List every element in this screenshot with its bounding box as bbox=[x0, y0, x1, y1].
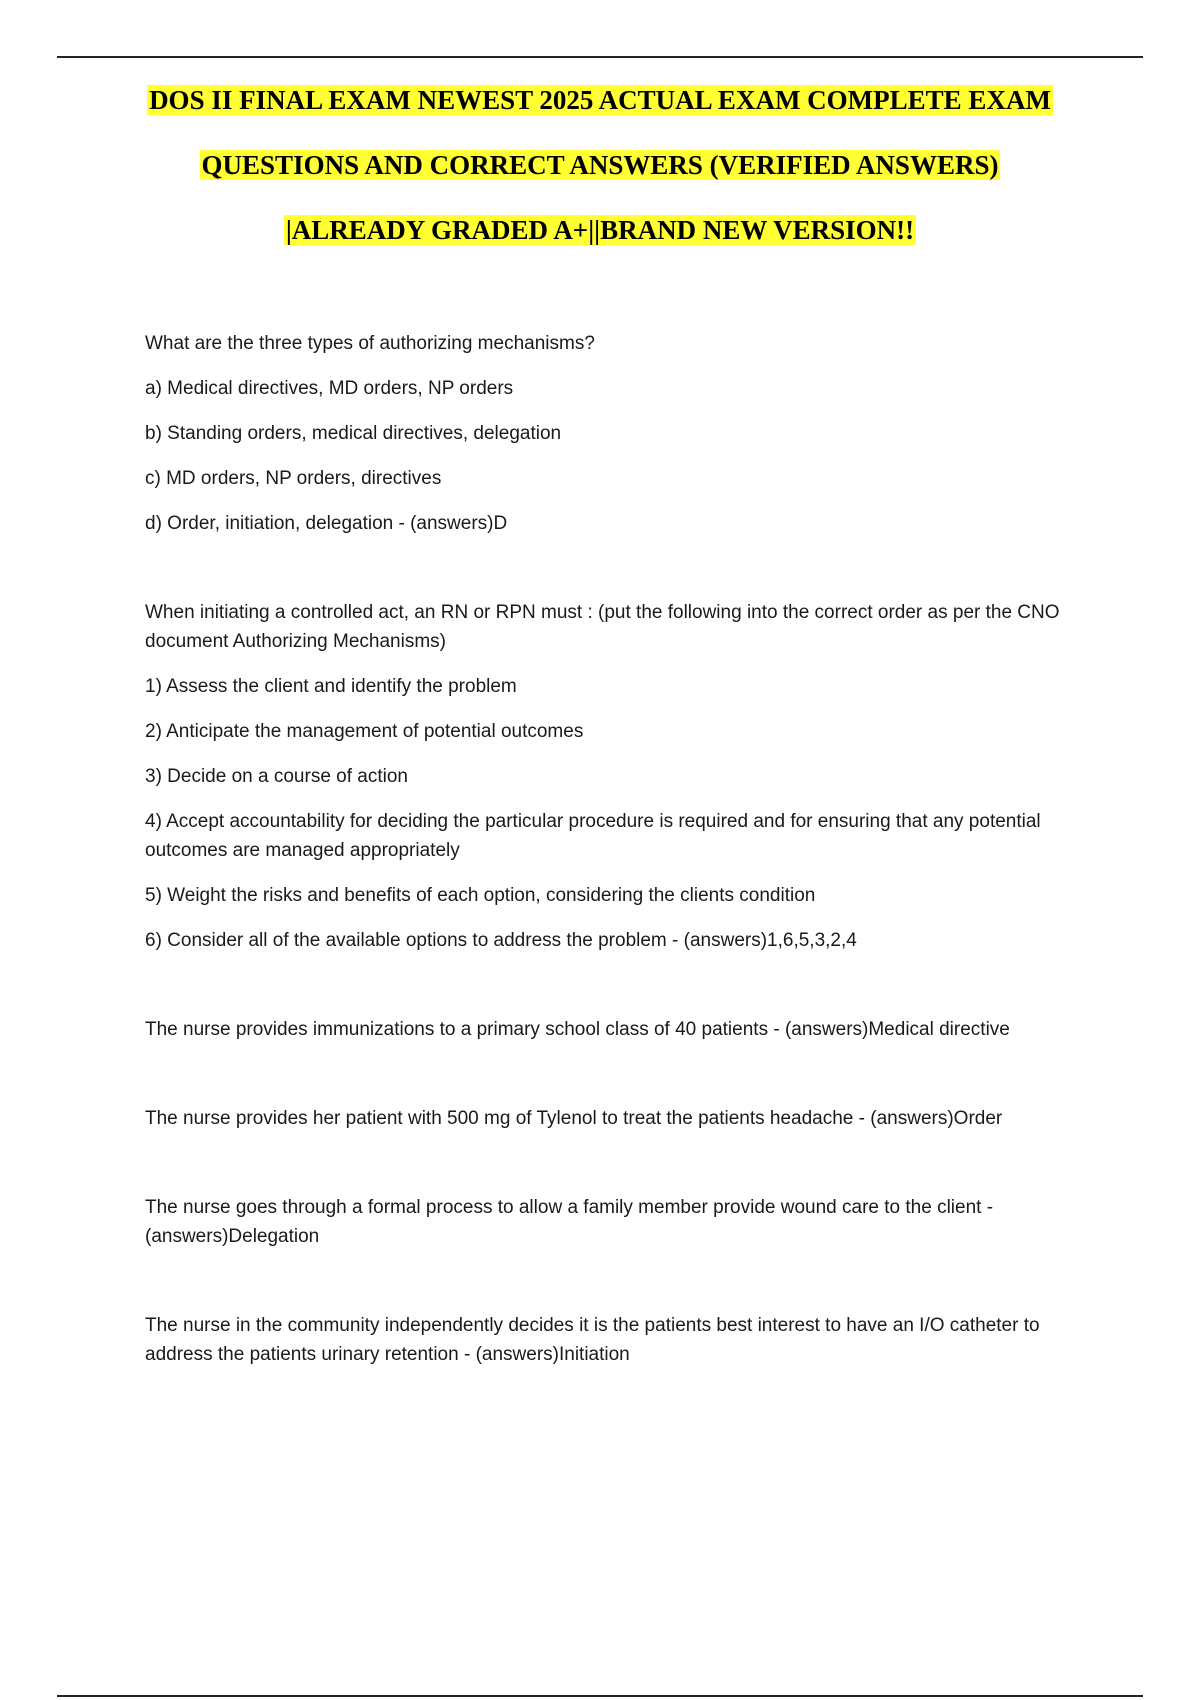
question-prompt: The nurse provides immunizations to a primary school class of 40 patients - (answers)Medical directive bbox=[145, 1019, 1010, 1040]
title-line-1 bbox=[57, 68, 1143, 133]
question-2 bbox=[145, 598, 1095, 955]
spacer bbox=[145, 1060, 1095, 1104]
top-rule bbox=[57, 56, 1143, 58]
question-prompt: The nurse in the community independently decides it is the patients best interest to have an I/O catheter to address the patients urinary retention - (answers)Initiation bbox=[145, 1315, 1040, 1365]
answer-option: 1) Assess the client and identify the problem bbox=[145, 676, 517, 697]
spacer bbox=[145, 1149, 1095, 1193]
answer-option: c) MD orders, NP orders, directives bbox=[145, 468, 442, 489]
question-5 bbox=[145, 1193, 1095, 1251]
question-prompt: When initiating a controlled act, an RN or RPN must : (put the following into the correct order as per the CNO document Authorizing Mechanisms) bbox=[145, 602, 1060, 652]
question-6 bbox=[145, 1311, 1095, 1369]
question-3 bbox=[145, 1015, 1095, 1044]
question-prompt: The nurse provides her patient with 500 mg of Tylenol to treat the patients headache - (answers)Order bbox=[145, 1108, 1003, 1129]
answer-option: d) Order, initiation, delegation - (answers)D bbox=[145, 513, 508, 534]
title-line-2 bbox=[57, 133, 1143, 198]
title-line-3 bbox=[57, 198, 1143, 263]
spacer bbox=[145, 1267, 1095, 1311]
document-body bbox=[145, 329, 1095, 1385]
title-highlight-2: QUESTIONS AND CORRECT ANSWERS (VERIFIED ANSWERS) bbox=[201, 150, 999, 180]
answer-option: b) Standing orders, medical directives, delegation bbox=[145, 423, 562, 444]
question-prompt: What are the three types of authorizing mechanisms? bbox=[145, 333, 595, 354]
title-highlight-3: |ALREADY GRADED A+||BRAND NEW VERSION!! bbox=[285, 215, 915, 245]
answer-option: 4) Accept accountability for deciding the particular procedure is required and for ensuring that any potential outcomes are managed appropriately bbox=[145, 811, 1041, 861]
answer-option: 3) Decide on a course of action bbox=[145, 766, 408, 787]
bottom-rule bbox=[57, 1695, 1143, 1697]
question-4 bbox=[145, 1104, 1095, 1133]
answer-option: a) Medical directives, MD orders, NP orders bbox=[145, 378, 514, 399]
answer-option: 5) Weight the risks and benefits of each option, considering the clients condition bbox=[145, 885, 816, 906]
answer-option: 2) Anticipate the management of potential outcomes bbox=[145, 721, 584, 742]
spacer bbox=[145, 554, 1095, 598]
question-1 bbox=[145, 329, 1095, 538]
answer-option: 6) Consider all of the available options to address the problem - (answers)1,6,5,3,2,4 bbox=[145, 930, 857, 951]
title-highlight-1: DOS II FINAL EXAM NEWEST 2025 ACTUAL EXAM COMPLETE EXAM bbox=[149, 85, 1051, 115]
spacer bbox=[145, 971, 1095, 1015]
document-title bbox=[57, 68, 1143, 263]
question-prompt: The nurse goes through a formal process to allow a family member provide wound care to the client - (answers)Delegation bbox=[145, 1197, 994, 1247]
